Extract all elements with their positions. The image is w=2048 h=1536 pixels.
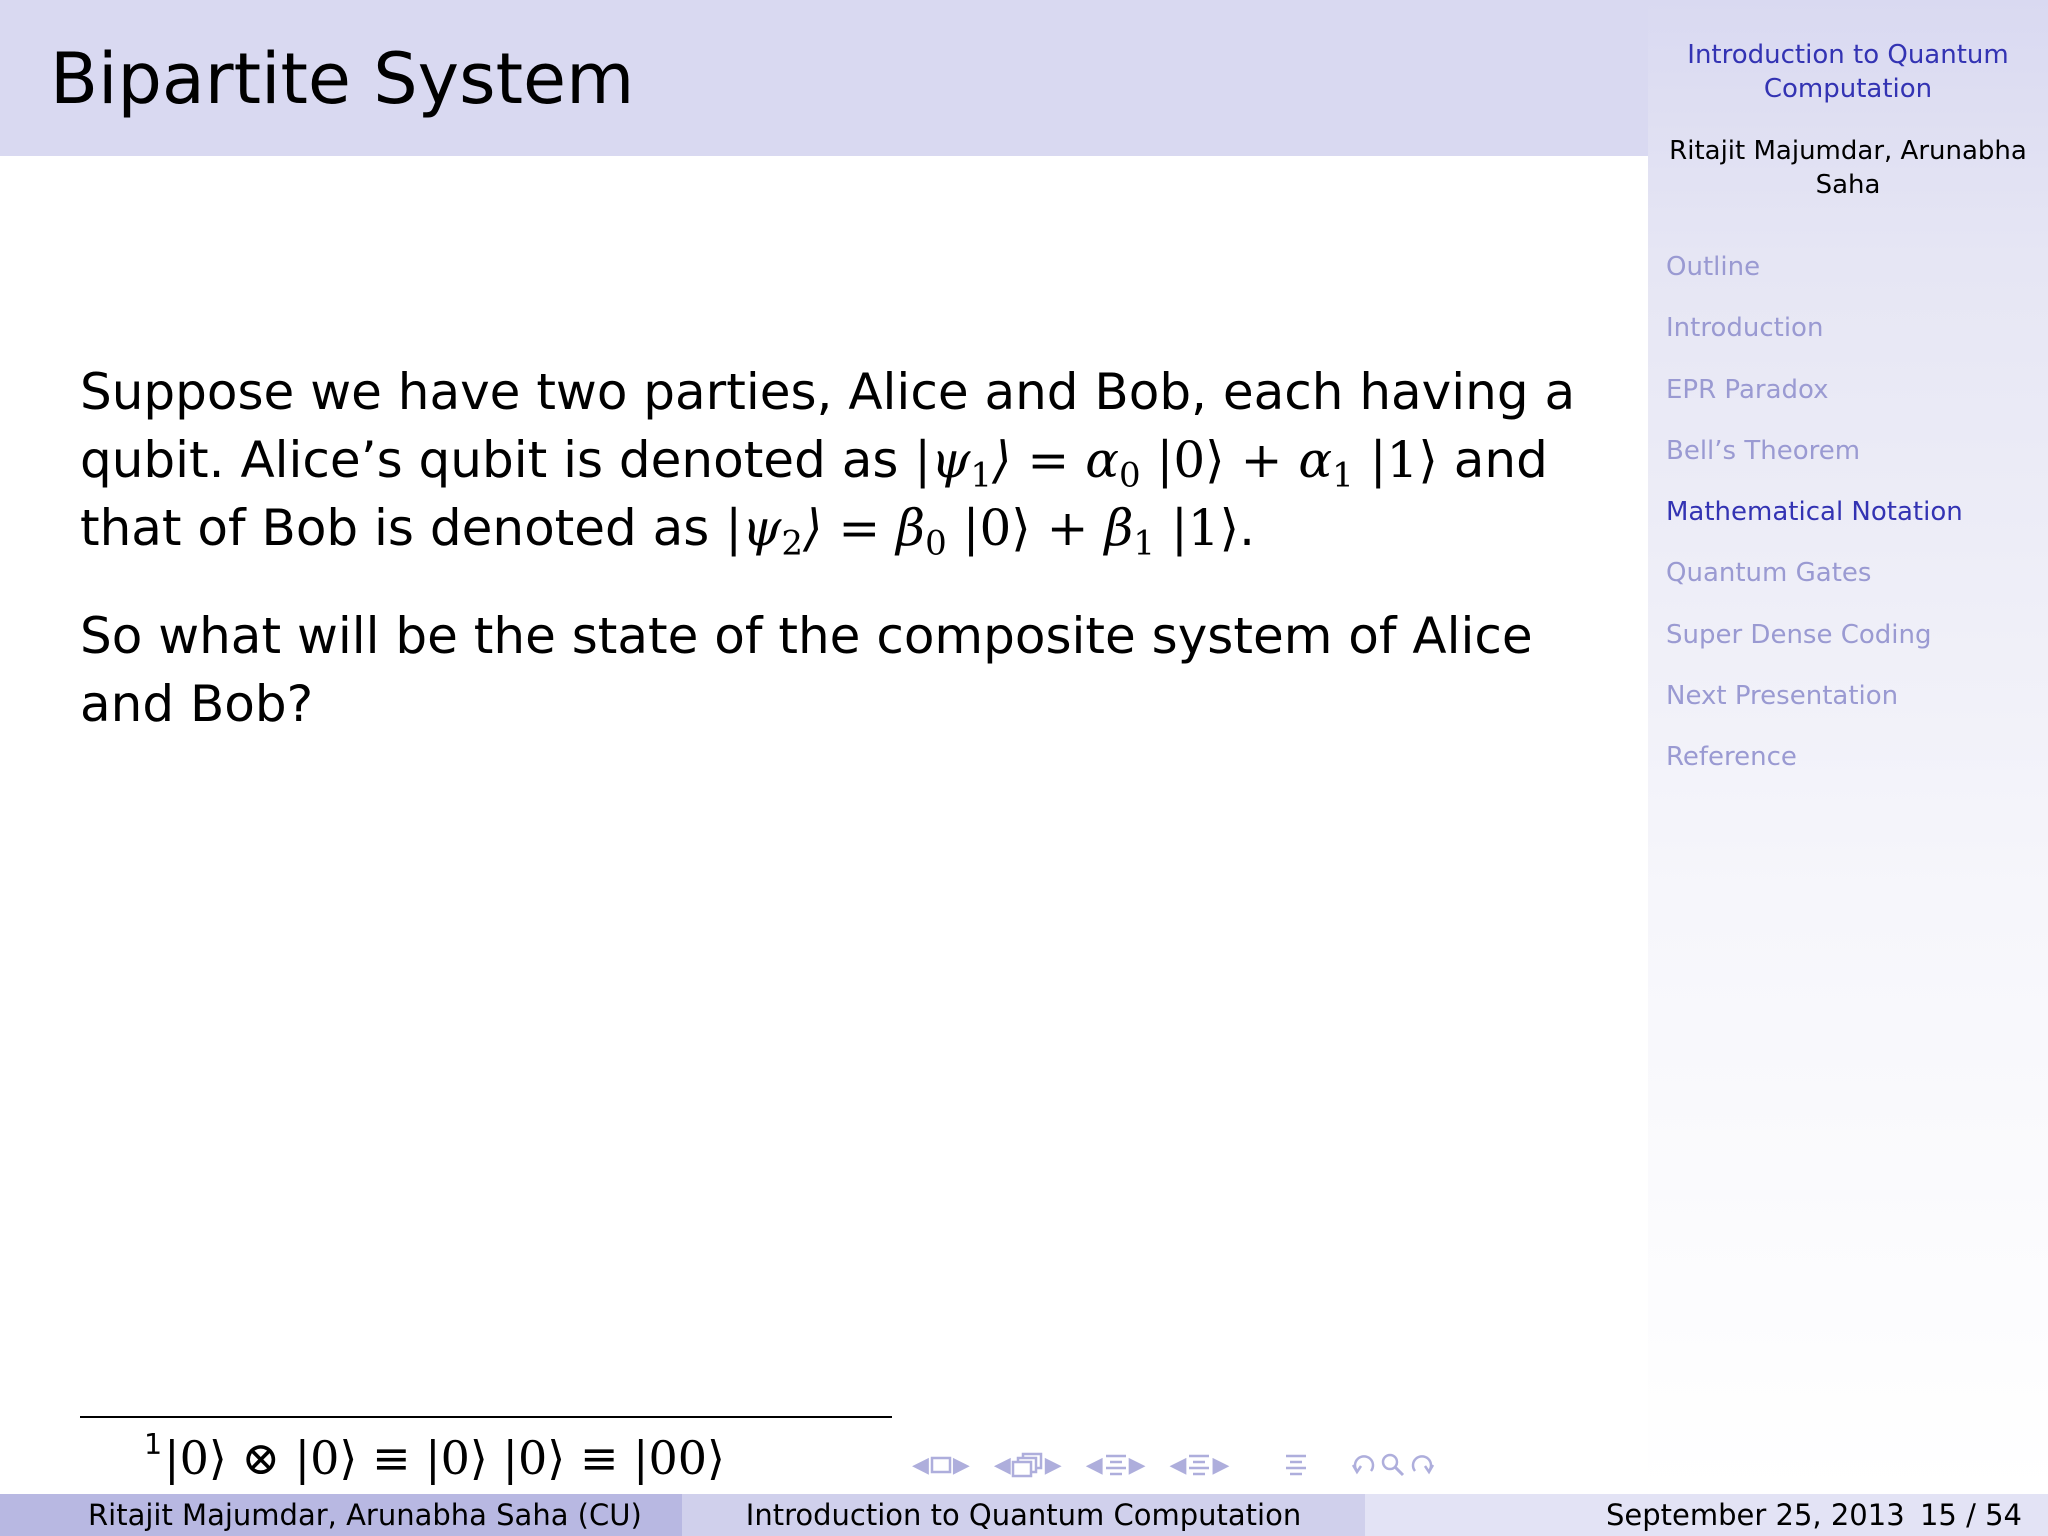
sidebar-item-super-dense-coding[interactable]: Super Dense Coding [1666, 619, 1932, 650]
footnote: $^1$|0⟩ ⊗ |0⟩ ≡ |0⟩ |0⟩ ≡ |00⟩ [144, 1428, 725, 1485]
equation-psi1: $|\psi_1⟩ = \alpha_0$ |0⟩ + $\alpha_1$ |1⟩ [914, 431, 1438, 496]
slide-body [80, 358, 1580, 738]
nav-subsection-icon[interactable] [1011, 1452, 1045, 1478]
slide-title: Bipartite System [50, 38, 635, 120]
nav-document-icon[interactable] [1283, 1452, 1309, 1478]
sidebar-presentation-title[interactable]: Introduction to Quantum Computation [1687, 40, 2009, 104]
nav-subsection-group [994, 1452, 1062, 1478]
nav-prev-part-icon[interactable]: ◀ [1169, 1452, 1187, 1478]
sidebar-item-quantum-gates[interactable]: Quantum Gates [1666, 558, 1872, 589]
sidebar-item-outline[interactable]: Outline [1666, 252, 1761, 282]
footnote-rule [80, 1416, 892, 1418]
paragraph-qubits [80, 358, 1580, 562]
nav-next-part-icon[interactable]: ▶ [1212, 1452, 1230, 1478]
sidebar-item-mathematical-notation[interactable]: Mathematical Notation [1666, 497, 1963, 528]
footer-date: September 25, 2013 [1606, 1498, 1905, 1532]
nav-document-group [1283, 1452, 1309, 1478]
section-navigation [1666, 250, 2041, 802]
nav-back-icon[interactable] [1349, 1451, 1379, 1479]
title-bar [0, 0, 1648, 156]
sidebar-item-bells-theorem[interactable]: Bell’s Theorem [1666, 435, 1861, 466]
nav-part-group [1170, 1452, 1230, 1478]
paragraph-text: and that of Bob is denoted as [80, 431, 1548, 557]
footer [0, 1494, 2048, 1536]
footer-info [1365, 1494, 2048, 1536]
sidebar-item-introduction[interactable]: Introduction [1666, 313, 1824, 344]
footer-authors: Ritajit Majumdar, Arunabha Saha (CU) [0, 1494, 682, 1536]
nav-forward-icon[interactable] [1407, 1451, 1437, 1479]
nav-next-frame-icon[interactable]: ▶ [952, 1452, 970, 1478]
nav-search-icon[interactable] [1379, 1451, 1407, 1479]
sidebar-item-epr-paradox[interactable]: EPR Paradox [1666, 374, 1829, 405]
nav-next-section-icon[interactable]: ▶ [1128, 1452, 1146, 1478]
nav-prev-section-icon[interactable]: ◀ [1085, 1452, 1103, 1478]
paragraph-text: . [1239, 499, 1256, 557]
nav-section-group [1086, 1452, 1146, 1478]
paragraph-text: Suppose we have two parties, Alice and Bob, each having a qubit. Alice’s qubit is denoted as [80, 363, 1576, 489]
sidebar-item-reference[interactable]: Reference [1666, 742, 1797, 773]
nav-part-icon[interactable] [1186, 1452, 1212, 1478]
nav-prev-frame-icon[interactable]: ◀ [912, 1452, 929, 1478]
navigation-symbols [912, 1448, 1461, 1482]
sidebar [1648, 0, 2048, 1494]
nav-prev-subsection-icon[interactable]: ◀ [993, 1452, 1011, 1478]
nav-next-subsection-icon[interactable]: ▶ [1044, 1452, 1062, 1478]
nav-section-icon[interactable] [1103, 1452, 1129, 1478]
footer-page-number: 15 / 54 [1919, 1498, 2022, 1532]
nav-frame-group [912, 1453, 970, 1478]
sidebar-authors: Ritajit Majumdar, Arunabha Saha [1669, 136, 2027, 200]
nav-frame-icon[interactable] [929, 1455, 953, 1475]
paragraph-question: So what will be the state of the composite system of Alice and Bob? [80, 607, 1533, 733]
sidebar-item-next-presentation[interactable]: Next Presentation [1666, 681, 1899, 712]
footer-title: Introduction to Quantum Computation [682, 1494, 1365, 1536]
equation-psi2: $|\psi_2⟩ = \beta_0$ |0⟩ + $\beta_1$ |1⟩ [725, 499, 1240, 564]
nav-search-group [1349, 1451, 1437, 1479]
footnote-marker: 1 [144, 1428, 163, 1462]
